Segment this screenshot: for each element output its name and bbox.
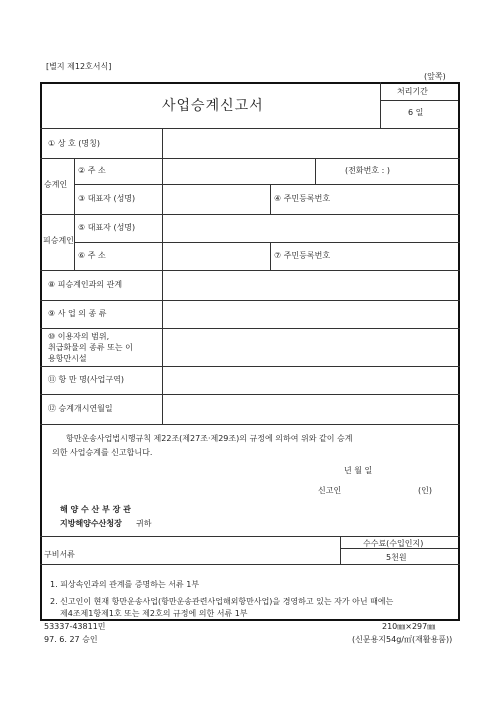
start-date-label: ⑫ 승계개시연월일 <box>48 404 113 413</box>
grid-line <box>74 184 460 185</box>
grid-line <box>40 536 460 537</box>
frame-bottom <box>40 619 460 621</box>
grid-line <box>40 366 460 367</box>
relationship-label: ⑧ 피승계인과의 관계 <box>48 280 123 289</box>
docs-label: 구비서류 <box>44 550 75 559</box>
successor-address-label: ② 주 소 <box>78 166 106 175</box>
honorific: 귀하 <box>136 519 152 528</box>
paper-spec: (신문용지54g/㎡(재활용품)) <box>352 635 453 644</box>
processing-value: 6 일 <box>408 108 424 117</box>
successor-rep-label: ③ 대표자 (성명) <box>78 194 136 203</box>
addressee-2: 지방해양수산청장 <box>60 519 122 528</box>
grid-line <box>40 424 460 425</box>
form-number: [별지 제12호서식] <box>46 62 112 71</box>
grid-line <box>40 270 460 271</box>
grid-line <box>315 158 316 184</box>
reporter-label: 신고인 <box>318 486 342 495</box>
predecessor-address-label: ⑥ 주 소 <box>78 251 106 260</box>
page-title: 사업승계신고서 <box>162 98 264 114</box>
statement-line-2: 의한 사업승계를 신고합니다. <box>52 448 153 457</box>
statement-line-1: 항만운송사업법시행규칙 제22조(제27조·제29조)의 규정에 의하여 위와 같이 승계 <box>66 434 353 443</box>
title-divider <box>380 82 381 128</box>
scope-label-2: 취급화물의 종류 또는 이 <box>48 343 133 352</box>
predecessor-label: 피승계인 <box>43 236 74 245</box>
frame-right <box>458 82 460 621</box>
form-code: 53337-43811민 <box>44 622 106 631</box>
grid-line <box>40 158 460 159</box>
grid-line <box>40 300 460 301</box>
grid-line <box>340 536 341 564</box>
grid-line <box>162 128 163 424</box>
grid-line <box>74 158 75 270</box>
grid-line <box>40 328 460 329</box>
grid-line <box>40 214 460 215</box>
predecessor-rep-label: ⑤ 대표자 (성명) <box>78 223 136 232</box>
grid-line <box>270 242 271 270</box>
scope-label-3: 용항만시설 <box>48 354 87 363</box>
successor-id-label: ④ 주민등록번호 <box>274 194 331 203</box>
successor-label: 승계인 <box>44 180 68 189</box>
scope-label-1: ⑩ 이용자의 범위, <box>48 332 110 341</box>
docs-item-2-line-2: 제4조제1항제1호 또는 제2호의 규정에 의한 서류 1부 <box>60 609 248 618</box>
processing-divider <box>380 100 458 101</box>
grid-line <box>74 242 460 243</box>
docs-item-2-line-1: 2. 신고인이 현재 항만운송사업(항만운송관련사업해외항만사업)을 경영하고 있는 자가 아닌 때에는 <box>50 597 394 606</box>
addressee-1: 해 양 수 산 부 장 관 <box>60 505 131 514</box>
paper-size: 210㎜×297㎜ <box>382 622 436 631</box>
frame-left <box>40 82 42 621</box>
approval-date: 97. 6. 27 승인 <box>44 635 98 644</box>
docs-item-1: 1. 피상속인과의 관계를 증명하는 서류 1부 <box>50 580 200 589</box>
fee-amount: 5천원 <box>386 553 407 562</box>
grid-line <box>270 184 271 214</box>
port-label: ⑪ 항 만 명(사업구역) <box>48 375 124 384</box>
fee-label: 수수료(수입인지) <box>363 539 424 548</box>
report-date: 년 월 일 <box>344 466 373 475</box>
predecessor-id-label: ⑦ 주민등록번호 <box>274 251 331 260</box>
page-side: (앞쪽) <box>424 72 446 81</box>
seal-mark: (인) <box>418 486 432 495</box>
grid-line <box>40 394 460 395</box>
processing-label: 처리기간 <box>397 87 428 96</box>
trade-name-label: ① 상 호 (명칭) <box>48 139 100 148</box>
phone-label: (전화번호 : ) <box>345 166 390 175</box>
business-type-label: ⑨ 사 업 의 종 류 <box>48 309 107 318</box>
grid-line <box>40 564 460 565</box>
frame-top <box>40 82 460 84</box>
grid-line <box>40 128 460 129</box>
